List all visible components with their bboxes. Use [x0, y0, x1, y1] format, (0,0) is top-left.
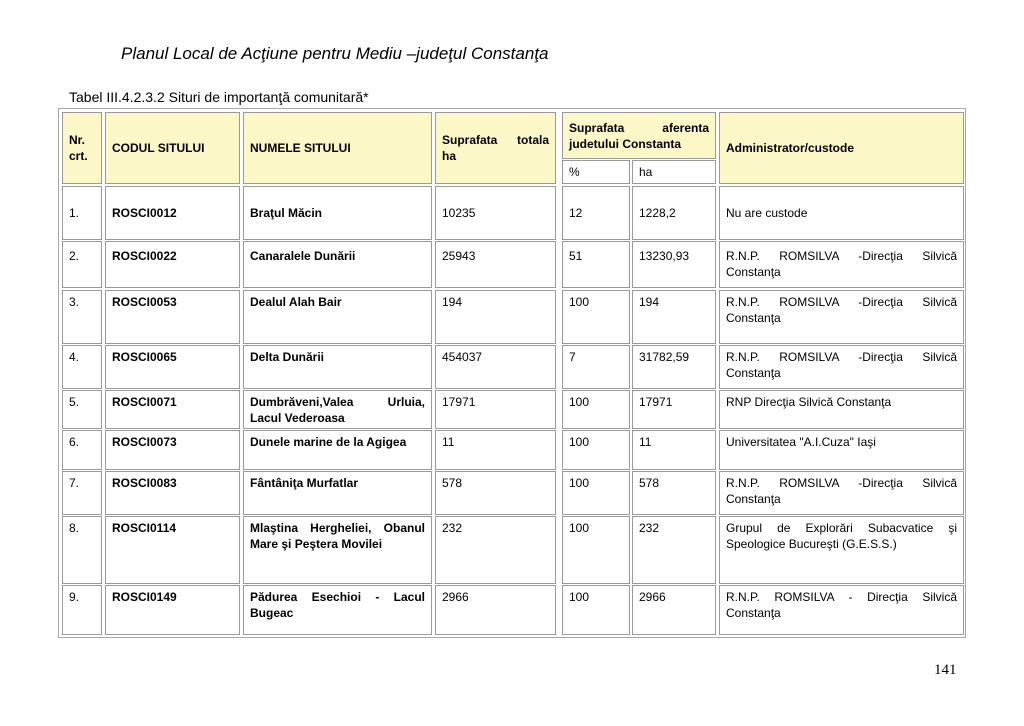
cell-nume: Dunele marine de la Agigea — [243, 430, 432, 470]
cell-nume: Dealul Alah Bair — [243, 290, 432, 344]
cell-nume: Canaralele Dunării — [243, 241, 432, 288]
cell-tot: 2966 — [435, 585, 556, 635]
header-ha: ha — [632, 160, 716, 184]
cell-tot: 25943 — [435, 241, 556, 288]
cell-ha: 17971 — [632, 390, 716, 429]
cell-tot: 194 — [435, 290, 556, 344]
header-admin: Administrator/custode — [719, 112, 964, 184]
cell-nr: 1. — [62, 186, 102, 240]
cell-cod: ROSCI0065 — [105, 345, 240, 389]
cell-pct: 100 — [562, 516, 630, 584]
cell-ha: 232 — [632, 516, 716, 584]
cell-ha: 194 — [632, 290, 716, 344]
header-nr: Nr. crt. — [62, 112, 102, 184]
cell-nr: 9. — [62, 585, 102, 635]
table-caption: Tabel III.4.2.3.2 Situri de importanţă comunitară* — [69, 89, 369, 105]
document-header: Planul Local de Acţiune pentru Mediu –judeţul Constanţa — [121, 44, 549, 63]
cell-tot: 454037 — [435, 345, 556, 389]
cell-tot: 232 — [435, 516, 556, 584]
cell-cod: ROSCI0022 — [105, 241, 240, 288]
cell-cod: ROSCI0073 — [105, 430, 240, 470]
cell-pct: 12 — [562, 186, 630, 240]
cell-ha: 31782,59 — [632, 345, 716, 389]
cell-tot: 11 — [435, 430, 556, 470]
cell-admin: RNP Direcţia Silvică Constanţa — [719, 390, 964, 429]
page-number: 141 — [934, 662, 957, 678]
cell-nr: 8. — [62, 516, 102, 584]
cell-admin: R.N.P. ROMSILVA -Direcţia Silvică Constanţa — [719, 345, 964, 389]
cell-tot: 10235 — [435, 186, 556, 240]
cell-cod: ROSCI0053 — [105, 290, 240, 344]
cell-nume: Mlaştina Hergheliei, Obanul Mare şi Peştera Movilei — [243, 516, 432, 584]
cell-pct: 100 — [562, 290, 630, 344]
cell-nume: Pădurea Esechioi - Lacul Bugeac — [243, 585, 432, 635]
cell-pct: 7 — [562, 345, 630, 389]
cell-ha: 1228,2 — [632, 186, 716, 240]
cell-cod: ROSCI0012 — [105, 186, 240, 240]
cell-admin: R.N.P. ROMSILVA -Direcţia Silvică Constanţa — [719, 241, 964, 288]
cell-admin: R.N.P. ROMSILVA - Direcţia Silvică Constanţa — [719, 585, 964, 635]
cell-nr: 2. — [62, 241, 102, 288]
cell-ha: 578 — [632, 471, 716, 515]
header-suprafata-totala: Suprafata totala ha — [435, 112, 556, 184]
cell-pct: 100 — [562, 390, 630, 429]
cell-nr: 6. — [62, 430, 102, 470]
cell-nume: Dumbrăveni,Valea Urluia, Lacul Vederoasa — [243, 390, 432, 429]
cell-pct: 100 — [562, 471, 630, 515]
cell-admin: R.N.P. ROMSILVA -Direcţia Silvică Constanţa — [719, 471, 964, 515]
cell-admin: Grupul de Explorări Subacvatice şi Speologice Bucureşti (G.E.S.S.) — [719, 516, 964, 584]
cell-nr: 4. — [62, 345, 102, 389]
header-cod: CODUL SITULUI — [105, 112, 240, 184]
cell-ha: 13230,93 — [632, 241, 716, 288]
header-pct: % — [562, 160, 630, 184]
cell-pct: 100 — [562, 430, 630, 470]
cell-nr: 3. — [62, 290, 102, 344]
cell-pct: 51 — [562, 241, 630, 288]
cell-tot: 578 — [435, 471, 556, 515]
cell-tot: 17971 — [435, 390, 556, 429]
cell-cod: ROSCI0114 — [105, 516, 240, 584]
cell-nr: 5. — [62, 390, 102, 429]
cell-nr: 7. — [62, 471, 102, 515]
cell-admin: R.N.P. ROMSILVA -Direcţia Silvică Constanţa — [719, 290, 964, 344]
cell-nume: Braţul Măcin — [243, 186, 432, 240]
cell-nume: Delta Dunării — [243, 345, 432, 389]
header-nume: NUMELE SITULUI — [243, 112, 432, 184]
cell-pct: 100 — [562, 585, 630, 635]
cell-cod: ROSCI0149 — [105, 585, 240, 635]
cell-cod: ROSCI0071 — [105, 390, 240, 429]
cell-nume: Fântâniţa Murfatlar — [243, 471, 432, 515]
cell-admin: Nu are custode — [719, 186, 964, 240]
sites-table — [58, 108, 966, 638]
cell-cod: ROSCI0083 — [105, 471, 240, 515]
cell-ha: 2966 — [632, 585, 716, 635]
cell-ha: 11 — [632, 430, 716, 470]
header-suprafata-aferenta: Suprafata aferenta judetului Constanta — [562, 112, 716, 159]
cell-admin: Universitatea "A.I.Cuza" Iaşi — [719, 430, 964, 470]
